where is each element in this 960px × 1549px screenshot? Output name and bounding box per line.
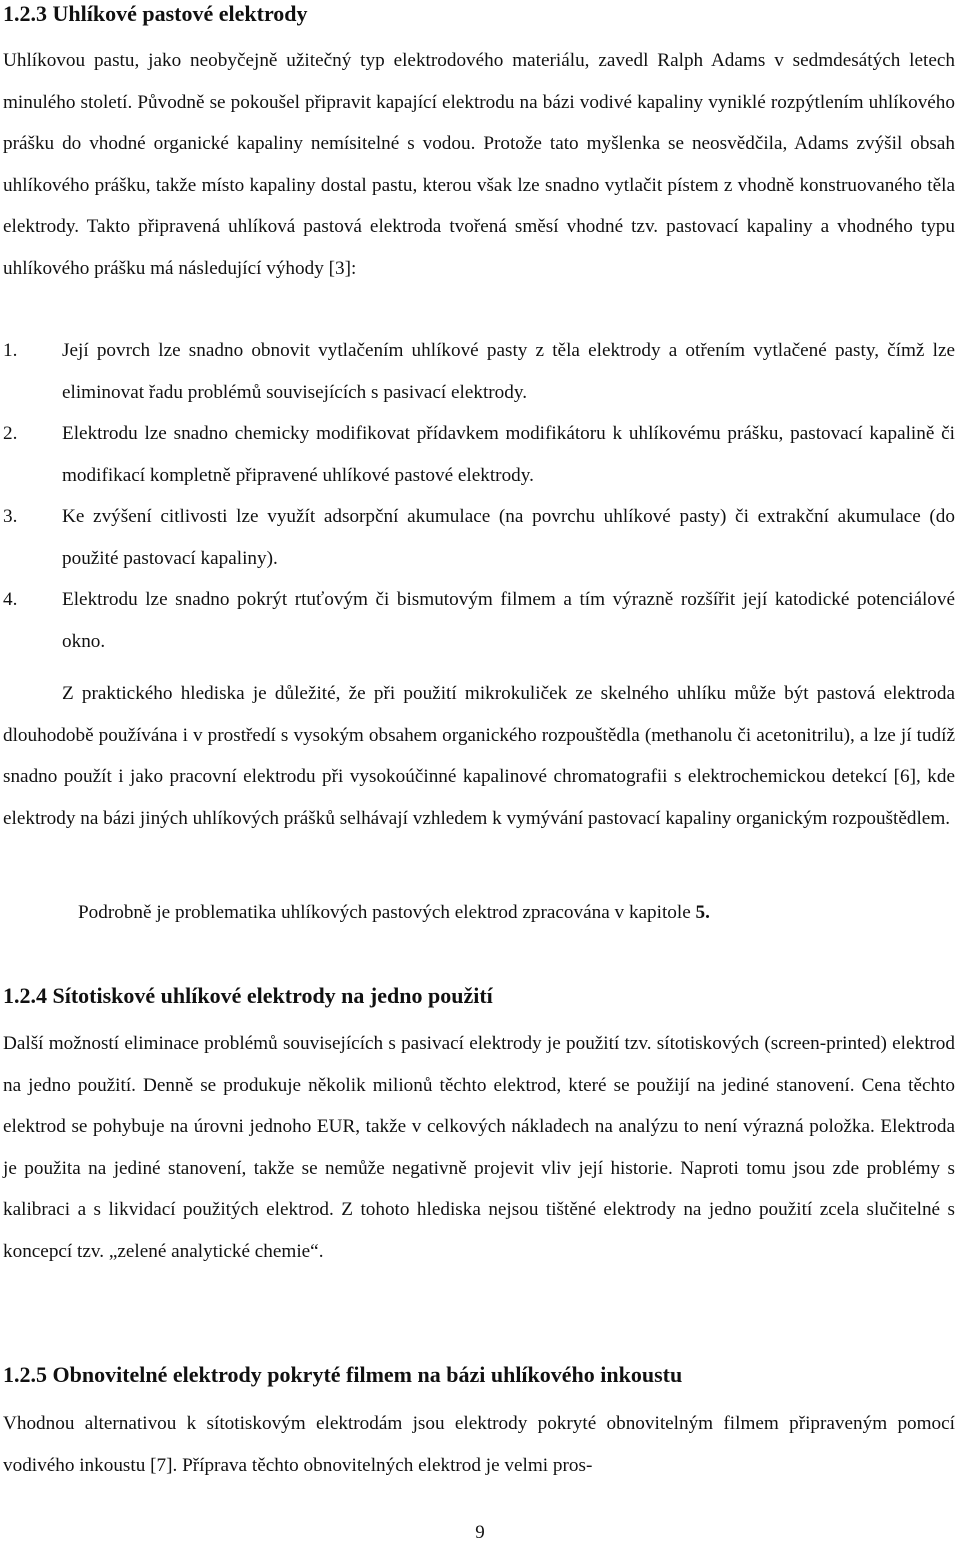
section-title: Obnovitelné elektrody pokryté filmem na bázi uhlíkového inkoustu [52, 1362, 683, 1387]
section-heading-1-2-5 [3, 1361, 682, 1389]
section-number: 1.2.3 [3, 1, 47, 26]
list-marker: 2. [3, 423, 18, 444]
paragraph-renewable-film: Vhodnou alternativou k sítotiskovým elektrodám jsou elektrody pokryté obnovitelným filmem připraveným pomocí vodivého inkoustu [7]. Příprava těchto obnovitelných elektrod je velmi pros- [3, 1413, 955, 1476]
chapter-reference-note [3, 892, 955, 934]
note-chapter-ref: 5. [695, 902, 710, 923]
list-item-text: Elektrodu lze snadno pokrýt rtuťovým či bismutovým filmem a tím výrazně rozšířit její katodické potenciálové okno. [62, 589, 955, 652]
section-heading-1-2-3 [3, 0, 308, 28]
list-item [3, 579, 955, 662]
advantages-list [3, 330, 955, 662]
section-number: 1.2.5 [3, 1362, 47, 1387]
list-marker: 4. [3, 589, 18, 610]
paragraph-screen-printed: Další možností eliminace problémů souvisejících s pasivací elektrody je použití tzv. sítotiskových (screen-printed) elektrod na jedno použití. Denně se produkuje několik milionů těchto elektrod, které se použijí na jediné stanovení. Cena těchto elektrod se pohybuje na úrovni jednoho EUR, takže v celkových nákladech na analýzu to není výrazná položka. Elektroda je použita na jediné stanovení, takže se nemůže negativně projevit vliv její historie. Naproti tomu jsou zde problémy s kalibraci a s likvidací použitých elektrod. Z tohoto hlediska nejsou tištěné elektrody na jedno použití zcela slučitelné s koncepcí tzv. „zelené analytické chemie“. [3, 1033, 955, 1262]
paragraph-practical-aspects: Z praktického hlediska je důležité, že při použití mikrokuliček ze skelného uhlíku může být pastová elektroda dlouhodobě používána i v prostředí s vysokým obsahem organického rozpouštědla (methanolu či acetonitrilu), a lze jí tudíž snadno použít i jako pracovní elektrodu při vysokoúčinné kapalinové chromatografii s elektrochemickou detekcí [6], kde elektrody na bázi jiných uhlíkových prášků selhávají vzhledem k vymývání pastovací kapaliny organickým rozpouštědlem. [3, 683, 955, 829]
section-heading-1-2-4 [3, 982, 493, 1010]
list-item-text: Ke zvýšení citlivosti lze využít adsorpční akumulace (na povrchu uhlíkové pasty) či extrakční akumulace (do použité pastovací kapaliny). [62, 506, 955, 569]
section-title: Sítotiskové uhlíkové elektrody na jedno použití [52, 983, 493, 1008]
list-item-text: Elektrodu lze snadno chemicky modifikovat přídavkem modifikátoru k uhlíkovému prášku, pastovací kapalině či modifikací kompletně připravené uhlíkové pastové elektrody. [62, 423, 955, 486]
note-text: Podrobně je problematika uhlíkových pastových elektrod zpracována v kapitole [78, 902, 696, 923]
section-title: Uhlíkové pastové elektrody [52, 1, 308, 26]
list-item-text: Její povrch lze snadno obnovit vytlačením uhlíkové pasty z těla elektrody a otřením vytlačené pasty, čímž lze eliminovat řadu problémů souvisejících s pasivací elektrody. [62, 340, 955, 403]
list-item [3, 330, 955, 413]
list-item [3, 413, 955, 496]
list-marker: 1. [3, 340, 18, 361]
section-number: 1.2.4 [3, 983, 47, 1008]
list-marker: 3. [3, 506, 18, 527]
paragraph-carbon-paste-intro: Uhlíkovou pastu, jako neobyčejně užitečný typ elektrodového materiálu, zavedl Ralph Adams v sedmdesátých letech minulého století. Původně se pokoušel připravit kapající elektrodu na bázi vodivé kapaliny vyniklé rozpýtlením uhlíkového prášku do vhodné organické kapaliny nemísitelné s vodou. Protože tato myšlenka se neosvědčila, Adams zvýšil obsah uhlíkového prášku, takže místo kapaliny dostal pastu, kterou však lze snadno vytlačit pístem z vhodně konstruovaného těla elektrody. Takto připravená uhlíková pastová elektroda tvořená směsí vhodné tzv. pastovací kapaliny a vhodného typu uhlíkového prášku má následující výhody [3]: [3, 50, 955, 279]
page-number: 9 [475, 1522, 485, 1543]
list-item [3, 496, 955, 579]
